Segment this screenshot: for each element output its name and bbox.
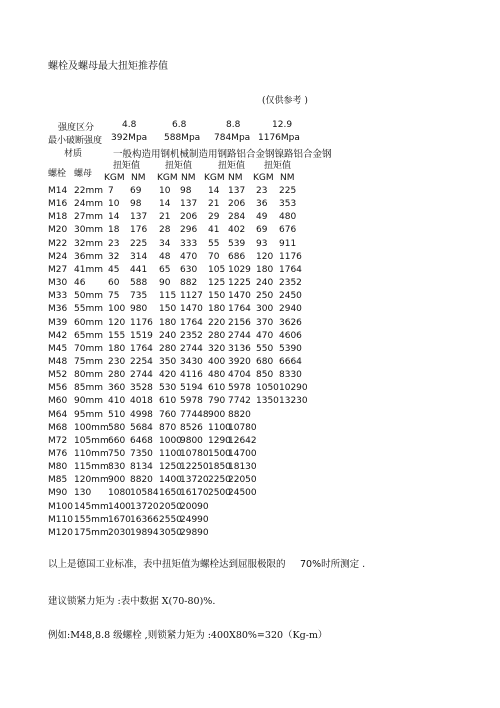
torque-value: 24990 — [180, 514, 209, 525]
torque-value: 230 — [108, 356, 126, 367]
torque-value: 1400 — [159, 475, 182, 486]
torque-value: 225 — [130, 238, 148, 249]
torque-value: 150 — [159, 304, 177, 315]
nut-size: 115mm — [74, 462, 109, 473]
nut-size: 75mm — [74, 356, 103, 367]
torque-value: 220 — [208, 317, 226, 328]
torque-value: 5684 — [130, 422, 153, 433]
torque-value: 13230 — [279, 396, 308, 407]
torque-value: 280 — [208, 330, 226, 341]
torque-value: 420 — [159, 370, 177, 381]
nut-size: 30mm — [74, 225, 103, 236]
torque-value: 55 — [208, 238, 220, 249]
torque-value: 29890 — [180, 527, 209, 538]
bolt-size: M27 — [48, 264, 68, 275]
unit-header: KGM — [157, 173, 178, 183]
torque-value: 2744 — [130, 370, 153, 381]
reference-note: (仅供参考 ) — [262, 96, 308, 106]
torque-value: 70 — [208, 251, 220, 262]
torque-value: 14 — [208, 186, 220, 196]
unit-header: KGM — [204, 173, 225, 183]
bolt-size: M120 — [48, 527, 73, 538]
torque-value: 13720 — [130, 501, 159, 512]
torque-value: 470 — [180, 251, 198, 262]
torque-value: 1000 — [159, 435, 182, 446]
torque-value: 65 — [159, 264, 171, 275]
torque-value: 180 — [159, 317, 177, 328]
bolt-size: M64 — [48, 409, 68, 420]
torque-value: 280 — [108, 370, 126, 381]
material-text: 一般构造用钢机械制造用钢路铝合金钢镍路铝合金钢 — [113, 149, 332, 160]
torque-value: 550 — [256, 343, 274, 354]
torque-value: 1029 — [228, 264, 251, 275]
torque-value: 400 — [208, 356, 226, 367]
bolt-header: 螺栓 — [48, 169, 67, 179]
torque-value: 1400 — [108, 501, 131, 512]
torque-value: 314 — [130, 251, 148, 262]
torque-value: 5390 — [279, 343, 302, 354]
torque-header: 扭矩值 — [218, 161, 246, 171]
strength-value: 1176Mpa — [258, 133, 300, 143]
nut-header: 螺母 — [74, 169, 93, 179]
torque-value: 1290 — [208, 435, 231, 446]
torque-header: 扭矩值 — [264, 161, 292, 171]
torque-value: 882 — [180, 278, 198, 289]
bolt-size: M22 — [48, 238, 68, 249]
torque-value: 760 — [159, 409, 177, 420]
torque-value: 137 — [180, 199, 198, 210]
bolt-size: M36 — [48, 304, 68, 315]
torque-value: 48 — [159, 251, 171, 262]
torque-value: 870 — [159, 422, 177, 433]
page-title: 螺栓及螺母最大扭矩推荐值 — [48, 61, 168, 72]
bolt-size: M45 — [48, 343, 68, 354]
torque-value: 14 — [108, 212, 120, 223]
torque-value: 105 — [208, 264, 226, 275]
material-label: 材质 — [64, 149, 83, 159]
torque-value: 530 — [159, 383, 177, 394]
bolt-size: M18 — [48, 212, 68, 223]
torque-value: 10584 — [130, 488, 159, 499]
grade-6-8: 6.8 — [172, 120, 187, 130]
torque-value: 4998 — [130, 409, 153, 420]
torque-value: 180 — [108, 343, 126, 354]
nut-size: 24mm — [74, 199, 103, 210]
torque-value: 10780 — [228, 422, 257, 433]
torque-value: 137 — [130, 212, 148, 223]
bolt-size: M68 — [48, 422, 68, 433]
torque-value: 676 — [279, 225, 297, 236]
torque-value: 60 — [108, 278, 120, 289]
torque-value: 10 — [108, 199, 120, 210]
nut-size: 65mm — [74, 330, 103, 341]
torque-value: 480 — [208, 370, 226, 381]
torque-value: 20090 — [180, 501, 209, 512]
torque-value: 3626 — [279, 317, 302, 328]
torque-value: 4606 — [279, 330, 302, 341]
bolt-size: M52 — [48, 370, 68, 381]
strength-value: 392Mpa — [111, 133, 148, 143]
strength-value: 588Mpa — [164, 133, 201, 143]
nut-size: 145mm — [74, 501, 109, 512]
torque-value: 8820 — [130, 475, 153, 486]
torque-value: 36 — [256, 199, 268, 210]
torque-value: 29 — [208, 212, 220, 223]
torque-value: 900 — [108, 475, 126, 486]
torque-value: 350 — [159, 356, 177, 367]
torque-value: 32 — [108, 251, 120, 262]
torque-value: 410 — [108, 396, 126, 407]
nut-size: 36mm — [74, 251, 103, 262]
torque-value: 2030 — [108, 527, 131, 538]
torque-value: 1519 — [130, 330, 153, 341]
torque-value: 10780 — [180, 449, 209, 459]
torque-value: 3528 — [130, 383, 153, 394]
torque-value: 120 — [256, 251, 274, 262]
torque-value: 90 — [159, 278, 171, 289]
torque-value: 8820 — [228, 409, 251, 420]
torque-value: 69 — [256, 225, 268, 236]
torque-value: 8526 — [180, 422, 203, 433]
bolt-size: M60 — [48, 396, 68, 407]
torque-value: 911 — [279, 238, 297, 249]
torque-value: 137 — [228, 186, 246, 196]
torque-value: 2254 — [130, 356, 153, 367]
torque-value: 5194 — [180, 383, 203, 394]
footnote-recommendation: 建议锁紧力矩为 :表中数据 X(70-80)%. — [48, 596, 216, 607]
torque-value: 370 — [256, 317, 274, 328]
torque-value: 1850 — [208, 462, 231, 473]
torque-value: 23 — [256, 186, 268, 196]
torque-value: 1050 — [256, 383, 279, 394]
torque-value: 1650 — [159, 488, 182, 499]
nut-size: 27mm — [74, 212, 103, 223]
torque-value: 610 — [159, 396, 177, 407]
bolt-size: M76 — [48, 449, 68, 459]
torque-value: 206 — [180, 212, 198, 223]
grade-4-8: 4.8 — [122, 120, 137, 130]
torque-value: 115 — [159, 291, 177, 302]
torque-value: 7350 — [130, 449, 153, 459]
torque-value: 225 — [279, 186, 297, 196]
bolt-size: M56 — [48, 383, 68, 394]
torque-value: 100 — [108, 304, 126, 315]
torque-value: 2744 — [228, 330, 251, 341]
torque-value: 280 — [159, 343, 177, 354]
torque-value: 1127 — [180, 291, 203, 302]
torque-value: 3136 — [228, 343, 251, 354]
unit-header: NM — [131, 173, 146, 183]
torque-value: 13720 — [180, 475, 209, 486]
torque-value: 120 — [108, 317, 126, 328]
torque-value: 900 — [208, 409, 226, 420]
torque-value: 93 — [256, 238, 268, 249]
torque-value: 580 — [108, 422, 126, 433]
torque-value: 41 — [208, 225, 220, 236]
torque-header: 扭矩值 — [165, 161, 193, 171]
bolt-size: M14 — [48, 186, 68, 196]
torque-value: 3430 — [180, 356, 203, 367]
torque-value: 1764 — [180, 317, 203, 328]
footnote-example: 例如:M48,8.8 级螺栓 ,则锁紧力矩为 :400X80%=320（Kg-m） — [48, 630, 328, 641]
nut-size: 46 — [74, 278, 86, 289]
bolt-size: M42 — [48, 330, 68, 341]
torque-value: 6664 — [279, 356, 302, 367]
torque-value: 9800 — [180, 435, 203, 446]
torque-value: 1250 — [159, 462, 182, 473]
nut-size: 32mm — [74, 238, 103, 249]
torque-value: 539 — [228, 238, 246, 249]
torque-value: 470 — [256, 330, 274, 341]
torque-value: 21 — [208, 199, 220, 210]
torque-value: 49 — [256, 212, 268, 223]
torque-value: 7 — [108, 186, 114, 196]
strength-value: 784Mpa — [214, 133, 251, 143]
torque-value: 1225 — [228, 278, 251, 289]
torque-value: 300 — [256, 304, 274, 315]
torque-value: 155 — [108, 330, 126, 341]
torque-value: 2940 — [279, 304, 302, 315]
torque-value: 630 — [180, 264, 198, 275]
torque-value: 284 — [228, 212, 246, 223]
torque-value: 1350 — [256, 396, 279, 407]
torque-value: 1100 — [159, 449, 182, 459]
torque-value: 790 — [208, 396, 226, 407]
torque-value: 1080 — [108, 488, 131, 499]
torque-value: 12642 — [228, 435, 257, 446]
nut-size: 70mm — [74, 343, 103, 354]
torque-value: 2744 — [180, 343, 203, 354]
torque-value: 19894 — [130, 527, 159, 538]
torque-value: 23 — [108, 238, 120, 249]
torque-value: 45 — [108, 264, 120, 275]
grade-12-9: 12.9 — [272, 120, 293, 130]
bolt-size: M16 — [48, 199, 68, 210]
torque-value: 77448 — [180, 409, 209, 420]
torque-value: 1100 — [208, 422, 231, 433]
footnote-standard-percent: 70%时所测定 . — [300, 559, 366, 570]
torque-value: 98 — [130, 199, 142, 210]
nut-size: 105mm — [74, 435, 109, 446]
torque-value: 69 — [130, 186, 142, 196]
torque-value: 2050 — [159, 501, 182, 512]
nut-size: 41mm — [74, 264, 103, 275]
bolt-size: M90 — [48, 488, 68, 499]
nut-size: 50mm — [74, 291, 103, 302]
torque-value: 2250 — [208, 475, 231, 486]
torque-value: 250 — [256, 291, 274, 302]
torque-value: 10290 — [279, 383, 308, 394]
bolt-size: M48 — [48, 356, 68, 367]
nut-size: 95mm — [74, 409, 103, 420]
torque-value: 150 — [208, 291, 226, 302]
torque-value: 180 — [256, 264, 274, 275]
torque-value: 16366 — [130, 514, 159, 525]
torque-value: 441 — [130, 264, 148, 275]
torque-value: 18130 — [228, 462, 257, 473]
torque-value: 480 — [279, 212, 297, 223]
torque-value: 240 — [256, 278, 274, 289]
torque-value: 18 — [108, 225, 120, 236]
torque-value: 660 — [108, 435, 126, 446]
torque-value: 3050 — [159, 527, 182, 538]
bolt-size: M80 — [48, 462, 68, 473]
torque-value: 296 — [180, 225, 198, 236]
torque-value: 686 — [228, 251, 246, 262]
nut-size: 80mm — [74, 370, 103, 381]
footnote-standard: 以上是德国工业标准，表中扭矩值为螺栓达到屈服极限的 — [48, 559, 286, 570]
torque-value: 14700 — [228, 449, 257, 459]
torque-value: 2352 — [180, 330, 203, 341]
torque-value: 750 — [108, 449, 126, 459]
grade-8-8: 8.8 — [226, 120, 241, 130]
torque-value: 1176 — [279, 251, 302, 262]
bolt-size: M33 — [48, 291, 68, 302]
nut-size: 22mm — [74, 186, 103, 196]
bolt-size: M110 — [48, 514, 73, 525]
nut-size: 155mm — [74, 514, 109, 525]
torque-value: 1176 — [130, 317, 153, 328]
torque-value: 2156 — [228, 317, 251, 328]
torque-value: 125 — [208, 278, 226, 289]
bolt-size: M24 — [48, 251, 68, 262]
torque-value: 4116 — [180, 370, 203, 381]
bolt-size: M20 — [48, 225, 68, 236]
nut-size: 100mm — [74, 422, 109, 433]
torque-value: 2500 — [208, 488, 231, 499]
grade-label: 强度区分 — [58, 123, 95, 133]
bolt-size: M100 — [48, 501, 73, 512]
nut-size: 60mm — [74, 317, 103, 328]
torque-value: 24500 — [228, 488, 257, 499]
unit-header: KGM — [104, 173, 125, 183]
torque-value: 206 — [228, 199, 246, 210]
bolt-size: M85 — [48, 475, 68, 486]
torque-value: 180 — [208, 304, 226, 315]
torque-value: 10 — [159, 186, 171, 196]
torque-value: 1470 — [180, 304, 203, 315]
strength-label: 最小破断强度 — [48, 136, 103, 146]
unit-header: KGM — [253, 173, 274, 183]
torque-value: 333 — [180, 238, 198, 249]
torque-value: 8330 — [279, 370, 302, 381]
torque-value: 588 — [130, 278, 148, 289]
torque-value: 12250 — [180, 462, 209, 473]
unit-header: NM — [181, 173, 196, 183]
nut-size: 130 — [74, 488, 92, 499]
torque-value: 353 — [279, 199, 297, 210]
torque-value: 3920 — [228, 356, 251, 367]
torque-value: 4704 — [228, 370, 251, 381]
torque-value: 5978 — [228, 383, 251, 394]
torque-value: 1764 — [228, 304, 251, 315]
bolt-size: M30 — [48, 278, 68, 289]
torque-value: 360 — [108, 383, 126, 394]
torque-value: 850 — [256, 370, 274, 381]
torque-value: 680 — [256, 356, 274, 367]
unit-header: NM — [228, 173, 243, 183]
bolt-size: M39 — [48, 317, 68, 328]
torque-value: 240 — [159, 330, 177, 341]
nut-size: 55mm — [74, 304, 103, 315]
torque-value: 5978 — [180, 396, 203, 407]
torque-value: 28 — [159, 225, 171, 236]
torque-value: 6468 — [130, 435, 153, 446]
torque-value: 2352 — [279, 278, 302, 289]
torque-value: 402 — [228, 225, 246, 236]
torque-value: 14 — [159, 199, 171, 210]
unit-header: NM — [280, 173, 295, 183]
nut-size: 85mm — [74, 383, 103, 394]
torque-value: 16170 — [180, 488, 209, 499]
torque-value: 98 — [180, 186, 192, 196]
torque-value: 8134 — [130, 462, 153, 473]
torque-value: 320 — [208, 343, 226, 354]
torque-value: 21 — [159, 212, 171, 223]
torque-value: 1500 — [208, 449, 231, 459]
torque-value: 980 — [130, 304, 148, 315]
torque-value: 610 — [208, 383, 226, 394]
torque-value: 830 — [108, 462, 126, 473]
torque-value: 1670 — [108, 514, 131, 525]
nut-size: 175mm — [74, 527, 109, 538]
torque-value: 4018 — [130, 396, 153, 407]
nut-size: 110mm — [74, 449, 109, 459]
torque-value: 510 — [108, 409, 126, 420]
torque-header: 扭矩值 — [113, 161, 141, 171]
torque-value: 176 — [130, 225, 148, 236]
torque-value: 735 — [130, 291, 148, 302]
torque-value: 1764 — [279, 264, 302, 275]
torque-value: 22050 — [228, 475, 257, 486]
torque-value: 7742 — [228, 396, 251, 407]
torque-value: 75 — [108, 291, 120, 302]
bolt-size: M72 — [48, 435, 68, 446]
torque-value: 34 — [159, 238, 171, 249]
torque-value: 2550 — [159, 514, 182, 525]
nut-size: 120mm — [74, 475, 109, 486]
torque-value: 1470 — [228, 291, 251, 302]
nut-size: 90mm — [74, 396, 103, 407]
torque-value: 1764 — [130, 343, 153, 354]
torque-value: 2450 — [279, 291, 302, 302]
